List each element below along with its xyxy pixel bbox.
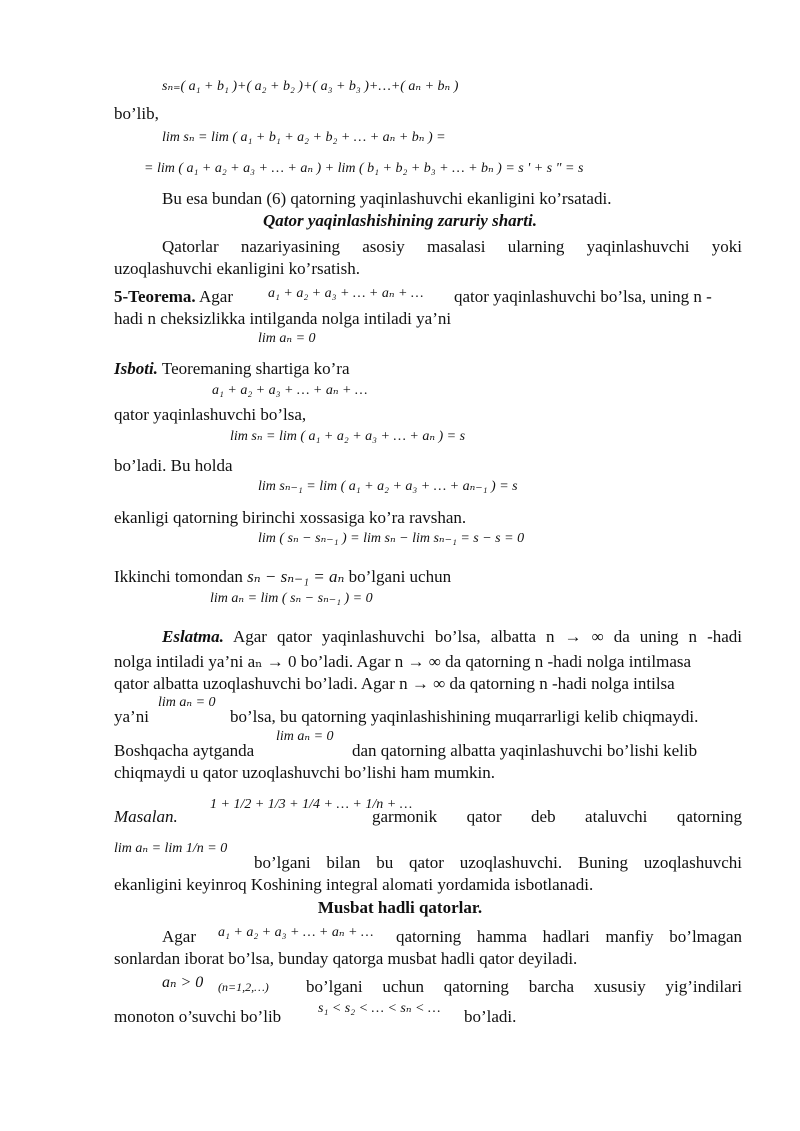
masalan-rest: garmonik qator deb ataluvchi qatorning [372,807,742,826]
an-positive-rest: bo’lgani uchun qatorning barcha xususiy yig’indilari [306,977,742,996]
text-bolib: bo’lib, [114,104,159,123]
formula-n-range: (n=1,2,…) [218,980,269,994]
masalan-line3: ekanligini keyinroq Koshining integral alomati yordamida isbotlanadi. [114,875,594,894]
monoton-b: bo’ladi. [464,1007,517,1026]
musbat-line2: sonlardan iborat bo’lsa, bunday qatorga musbat hadli qator deyiladi. [114,949,578,968]
eslatma-line4-b: bo’lsa, bu qatorning yaqinlashishining muqarrarligi kelib chiqmaydi. [230,707,699,726]
eslatma-line6: chiqmaydi u qator uzoqlashuvchi bo’lishi ham mumkin. [114,763,496,782]
eslatma-line3: qator albatta uzoqlashuvchi bo’ladi. Agar n → ∞ da qatorning n -hadi nolga intilsa [114,674,675,693]
masalan-label: Masalan. [114,807,178,826]
paragraph-ekanligi: ekanligi qatorning birinchi xossasiga ko’ra ravshan. [114,508,467,527]
formula-lim-an-zero: lim aₙ = 0 [258,331,316,346]
eslatma-line1-text: Agar qator yaqinlashuvchi bo’lsa, albatta n → ∞ da uning n -hadi [232,627,742,646]
ikkinchi-formula: sₙ − sₙ₋₁ = aₙ [247,567,345,586]
theorem-5-line2: hadi n cheksizlikka intilganda nolga intiladi ya’ni [114,309,452,328]
formula-lim-difference: lim ( sₙ − sₙ₋₁ ) = lim sₙ − lim sₙ₋₁ = s − s = 0 [258,531,525,546]
paragraph-qatorlar-line2: uzoqlashuvchi ekanligini ko’rsatish. [114,259,360,278]
monoton-formula: s₁ < s₂ < … < sₙ < … [318,1001,441,1016]
formula-lim-sum-1: lim sₙ = lim ( a₁ + b₁ + a₂ + b₂ + … + aₙ + bₙ ) = [162,130,446,145]
heading-musbat-hadli: Musbat hadli qatorlar. [317,898,483,917]
heading-zaruriy-shart: Qator yaqinlashishining zaruriy sharti. [263,211,537,230]
eslatma-line4-formula: lim aₙ = 0 [158,695,216,710]
paragraph-boladi-holda: bo’ladi. Bu holda [114,456,233,475]
musbat-series: a₁ + a₂ + a₃ + … + aₙ + … [218,925,374,940]
formula-sn: sₙ₌( a₁ + b₁ )+( a₂ + b₂ )+( a₃ + b₃ )+…+( aₙ + bₙ ) [162,79,459,94]
theorem-5-series: a₁ + a₂ + a₃ + … + aₙ + … [268,286,424,301]
theorem-5-rest: qator yaqinlashuvchi bo’lsa, uning n - [454,287,712,306]
theorem-5-agar: Agar [199,287,233,306]
formula-lim-sum-2: = lim ( a₁ + a₂ + a₃ + … + aₙ ) + lim ( b₁ + b₂ + b₃ + … + bₙ ) = s ' + s " = s [144,161,584,176]
monoton-a: monoton o’suvchi bo’lib [114,1007,282,1026]
musbat-rest: qatorning hamma hadlari manfiy bo’lmagan [396,927,742,946]
eslatma-label: Eslatma. [162,627,224,646]
isboti-label: Isboti. [114,359,158,378]
eslatma-line1 [162,626,742,648]
formula-an-positive: aₙ > 0 [162,974,204,991]
ikkinchi-text-a: Ikkinchi tomondan [114,567,243,586]
masalan-harmonic-series: 1 + 1/2 + 1/3 + 1/4 + … + 1/n + … [210,797,413,812]
formula-lim-an-diff: lim aₙ = lim ( sₙ − sₙ₋₁ ) = 0 [210,591,373,606]
masalan-lim: lim aₙ = lim 1/n = 0 [114,841,228,856]
paragraph-bu-esa: Bu esa bundan (6) qatorning yaqinlashuvchi ekanligini ko’rsatadi. [162,189,612,208]
eslatma-line5-formula: lim aₙ = 0 [276,729,334,744]
eslatma-line2: nolga intiladi ya’ni aₙ → 0 bo’ladi. Agar n → ∞ da qatorning n -hadi nolga intilmasa [114,652,692,671]
eslatma-line4-a: ya’ni [114,707,149,726]
paragraph-ikkinchi [114,566,451,588]
formula-series-2: a₁ + a₂ + a₃ + … + aₙ + … [212,383,368,398]
theorem-5-line1 [114,286,233,308]
musbat-agar: Agar [162,927,196,946]
eslatma-line5-b: dan qatorning albatta yaqinlashuvchi bo’lishi kelib [352,741,698,760]
formula-lim-sn-minus-1: lim sₙ₋₁ = lim ( a₁ + a₂ + a₃ + … + aₙ₋₁ ) = s [258,479,518,494]
eslatma-line5-a: Boshqacha aytganda [114,741,255,760]
isboti-line [114,358,350,380]
masalan-rest2: bo’lgani bilan bu qator uzoqlashuvchi. Buning uzoqlashuvchi [254,853,742,872]
theorem-5-label: 5-Teorema. [114,287,196,306]
formula-lim-sn: lim sₙ = lim ( a₁ + a₂ + a₃ + … + aₙ ) = s [230,429,466,444]
paragraph-qatorlar-line1: Qatorlar nazariyasining asosiy masalasi ularning yaqinlashuvchi yoki [162,237,742,256]
ikkinchi-text-b: bo’lgani uchun [348,567,452,586]
paragraph-qator-yaq: qator yaqinlashuvchi bo’lsa, [114,405,307,424]
isboti-text: Teoremaning shartiga ko’ra [161,359,350,378]
